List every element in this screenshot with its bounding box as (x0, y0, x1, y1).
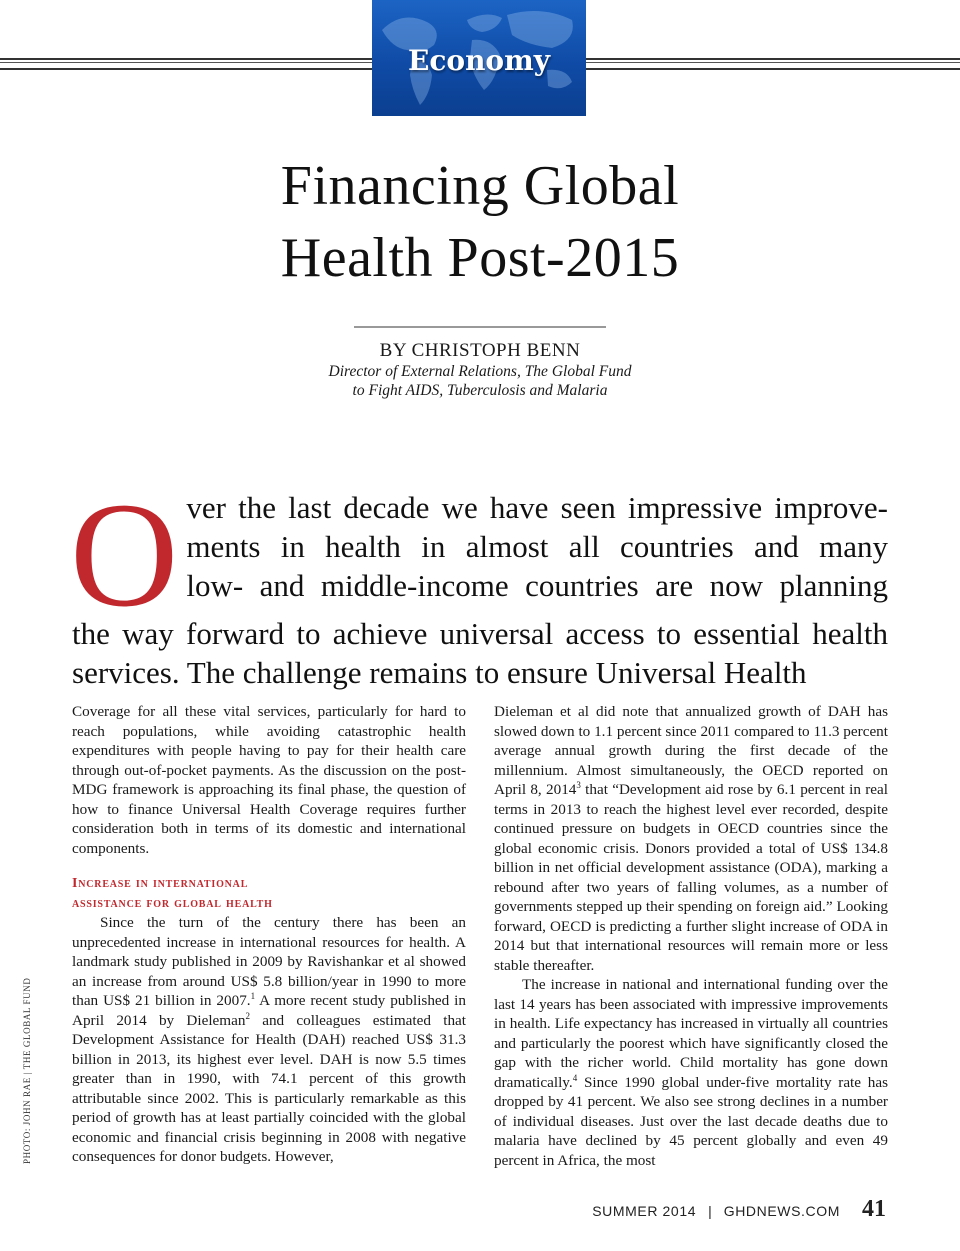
subhead-line-2: assistance for global health (72, 895, 273, 911)
text-run: Since the turn of the century there has been an unprecedented increase in international resources for health. A landmark study published in 2009 by Ravishankar et al showed an increase from around US$ 5.8 billion/year in 1990 to more than US$ 21 billion in 2007. (72, 914, 466, 1009)
footnote-ref: 3 (576, 779, 581, 790)
title-line-2: Health Post-2015 (280, 227, 680, 289)
byline-divider (354, 326, 606, 328)
body-paragraph (494, 975, 888, 1170)
body-paragraph (494, 702, 888, 975)
footer-separator: | (708, 1203, 712, 1219)
lede-line: ver the last decade we have seen impressive improve- (186, 490, 888, 525)
lede-line: the way forward to achieve universal access to essential health (72, 616, 888, 651)
footnote-ref: 4 (572, 1072, 578, 1083)
text-run: Dieleman et al did note that annualized growth of DAH has slowed down to 1.1 percent since 2011 compared to 11.3 percent average annual growth during the first decade of the millennium. Almost simultaneously, the OECD reported on April 8, 2014 (494, 703, 888, 798)
footnote-ref: 2 (245, 1010, 250, 1021)
page-footer (592, 1196, 886, 1223)
lede-line: services. The challenge remains to ensure Universal Health (72, 655, 807, 690)
subhead-line-1: Increase in international (72, 876, 249, 891)
author-name: BY CHRISTOPH BENN (379, 340, 581, 361)
right-column (494, 702, 888, 1170)
drop-cap: O (70, 472, 179, 638)
lede-line: low- and middle-income countries are now planning (186, 568, 888, 603)
body-paragraph (72, 913, 466, 1167)
website-label: GHDNEWS.COM (723, 1203, 840, 1219)
section-tab (372, 0, 586, 116)
byline (0, 340, 960, 400)
text-run: Since 1990 global under-five mortality rate has dropped by 41 percent. We also see strong declines in a number of individual diseases. Just over the last decade deaths due to malaria have declined by 45 percent globally and even 49 percent in Africa, the most (494, 1073, 888, 1169)
issue-label: SUMMER 2014 (592, 1203, 697, 1219)
title-line-1: Financing Global (280, 155, 680, 217)
left-column (72, 702, 466, 1167)
article-title (80, 150, 880, 294)
author-role-line-2: to Fight AIDS, Tuberculosis and Malaria (352, 382, 608, 399)
section-subhead (72, 874, 466, 913)
text-run: that “Development aid rose by 6.1 percent in real terms in 2013 to reach the highest level ever recorded, despite continued pressure on budgets in OECD countries since the global economic crisis. Donors provided a total of US$ 134.8 billion in net official development assistance (ODA), marking a rebound after two years of falling volumes, as a number of governments stepped up their spending on foreign aid.” Looking forward, OECD is predicting a further slight increase of ODA in 2014 but that international resources will remain more or less stable thereafter. (494, 781, 889, 974)
text-run: and colleagues estimated that Development Assistance for Health (DAH) reached US$ 31.3 billion in 2013, its highest ever level. DAH is now 5.5 times greater than in 1990, with 74.1 percent of this growth attributable since 2002. This is particularly remarkable as this period of growth has at least partially coincided with the global economic and financial crisis beginning in 2008 with negative consequences for donor budgets. However, (72, 1011, 466, 1165)
section-label: Economy (408, 44, 550, 77)
intro-paragraph: Coverage for all these vital services, particularly for hard to reach populations, while avoiding catastrophic health expenditures with people having to pay for their health care through out-of-pocket payments. As the discussion on the post-MDG framework is approaching its final phase, the question of how to finance Universal Health Coverage requires further consideration both in terms of its domestic and international components. (72, 703, 466, 857)
lede-paragraph (70, 472, 888, 692)
photo-credit: PHOTO: JOHN RAE | THE GLOBAL FUND (22, 977, 32, 1164)
lede-line: ments in health in almost all countries and many (186, 529, 888, 564)
text-run: The increase in national and international funding over the last 14 years has been associated with impressive improvements in health. Life expectancy has increased in virtually all countries and particularly the poorest which have significantly closed the gap with the richer world. Child mortality has gone down dramatically. (494, 976, 888, 1091)
author-role-line-1: Director of External Relations, The Global Fund (328, 363, 632, 380)
text-run: A more recent study published in April 2014 by Dieleman (72, 992, 466, 1029)
footnote-ref: 1 (250, 990, 256, 1001)
page-number: 41 (862, 1196, 886, 1222)
